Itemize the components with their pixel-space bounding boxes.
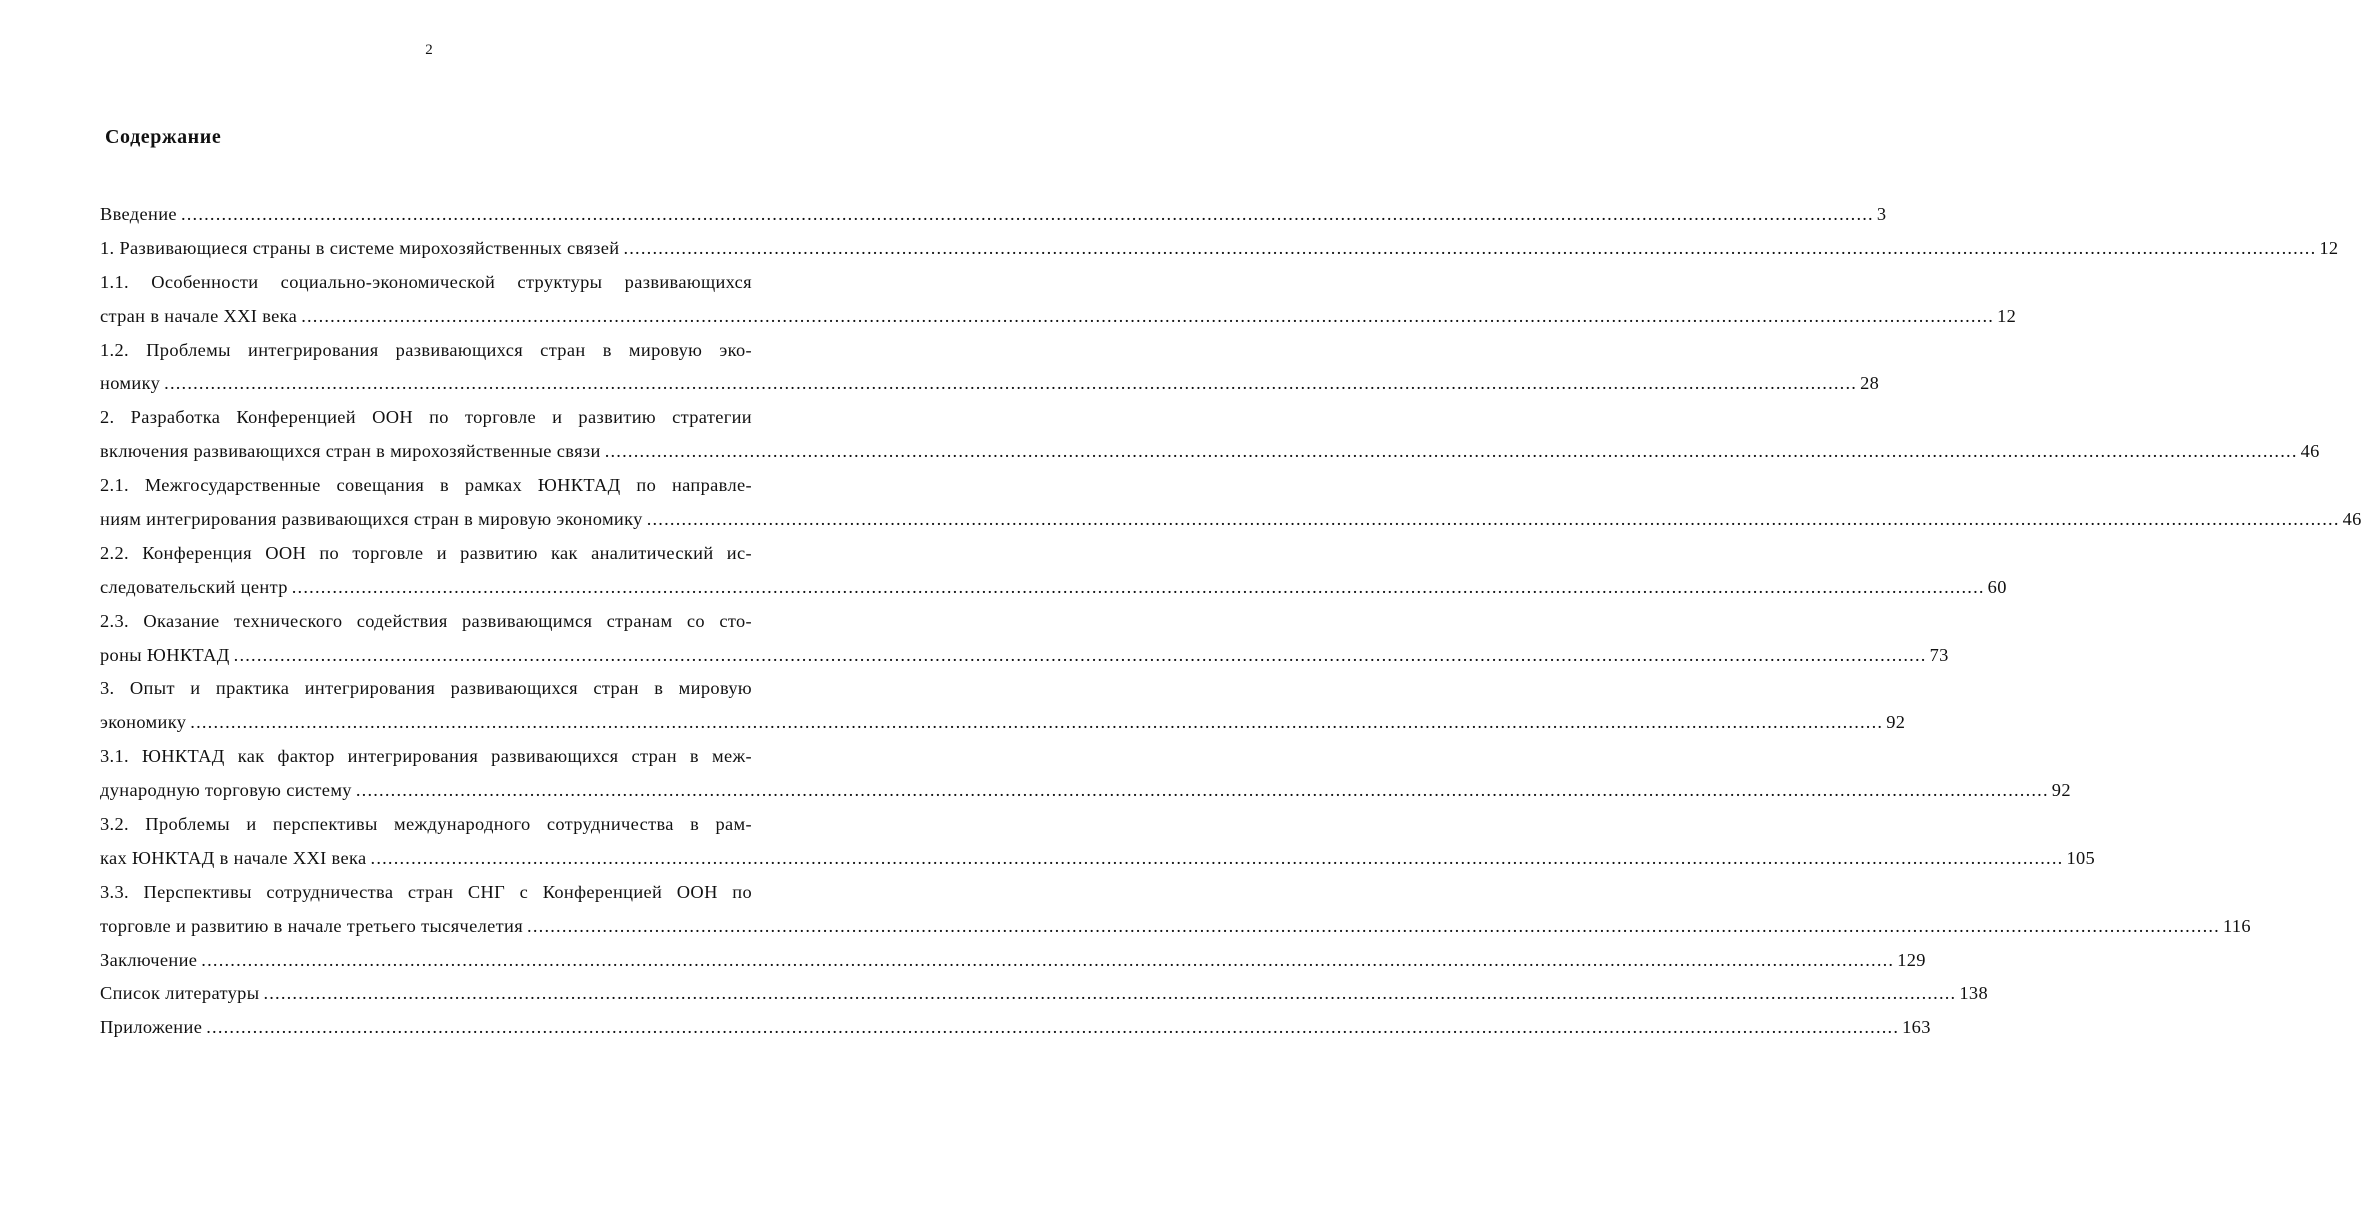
dot-leader: .................................................................................................................................................................................................................................................................................................... [180, 204, 1874, 224]
toc-entry-text: ниям интегрирования развивающихся стран в мировую экономику [100, 509, 643, 530]
toc-entry-appendix[interactable] [100, 1011, 1931, 1045]
toc-entry-introduction[interactable] [100, 198, 1887, 232]
toc-entry-chapter-2-line-1[interactable]: 2. Разработка Конференцией ООН по торговле и развитию стратегии [100, 407, 752, 428]
toc-entry-text: Введение [100, 204, 177, 224]
toc-entry-chapter-2-line-2[interactable] [100, 435, 2320, 469]
toc-entry-text: ках ЮНКТАД в начале XXI века [100, 847, 367, 868]
toc-page-number: 46 [2300, 441, 2320, 462]
toc-entry-2-2-line-2[interactable] [100, 571, 2007, 605]
page-title: Содержание [105, 126, 222, 148]
toc-entry-1-2-line-1[interactable]: 1.2. Проблемы интегрирования развивающихся стран в мировую эко- [100, 339, 752, 360]
dot-leader: .................................................................................................................................................................................................................................................................................................... [527, 915, 2220, 936]
dot-leader: .................................................................................................................................................................................................................................................................................................... [355, 780, 2049, 801]
page-number: 2 [425, 42, 433, 58]
dot-leader: .................................................................................................................................................................................................................................................................................................... [164, 373, 1858, 394]
toc-page-number: 116 [2222, 915, 2251, 936]
toc-page-number: 92 [1886, 712, 1906, 733]
toc-entry-text: дународную торговую систему [100, 780, 352, 801]
toc-page-number: 12 [2319, 237, 2339, 258]
toc-entry-text: включения развивающихся стран в мирохозяйственные связи [100, 441, 601, 462]
toc-entry-2-2-line-1[interactable]: 2.2. Конференция ООН по торговле и развитию как аналитический ис- [100, 542, 752, 563]
toc-page-number: 46 [2342, 509, 2362, 530]
dot-leader: .................................................................................................................................................................................................................................................................................................... [201, 949, 1895, 970]
toc-entry-text: Список литературы [100, 983, 260, 1004]
dot-leader: .................................................................................................................................................................................................................................................................................................... [604, 441, 2298, 462]
toc-entry-3-3-line-1[interactable]: 3.3. Перспективы сотрудничества стран СНГ с Конференцией ООН по [100, 881, 752, 902]
toc-entry-2-3-line-1[interactable]: 2.3. Оказание технического содействия развивающимся странам со сто- [100, 610, 752, 631]
dot-leader: .................................................................................................................................................................................................................................................................................................... [646, 509, 2340, 530]
dot-leader: .................................................................................................................................................................................................................................................................................................... [623, 237, 2317, 258]
toc-entry-text: Заключение [100, 949, 198, 970]
toc-entry-1-1-line-2[interactable] [100, 300, 2017, 334]
toc-entry-3-3-line-2[interactable] [100, 910, 2251, 944]
toc-entry-3-1-line-1[interactable]: 3.1. ЮНКТАД как фактор интегрирования развивающихся стран в меж- [100, 746, 752, 767]
table-of-contents [100, 198, 2362, 1045]
toc-page-number: 163 [1902, 1017, 1931, 1038]
toc-entry-text: Приложение [100, 1017, 203, 1038]
dot-leader: .................................................................................................................................................................................................................................................................................................... [301, 305, 1995, 326]
dot-leader: .................................................................................................................................................................................................................................................................................................... [370, 847, 2064, 868]
toc-entry-2-1-line-1[interactable]: 2.1. Межгосударственные совещания в рамках ЮНКТАД по направле- [100, 475, 752, 496]
toc-page-number: 73 [1929, 644, 1949, 665]
toc-entry-3-2-line-2[interactable] [100, 842, 2096, 876]
toc-entry-2-1-line-2[interactable] [100, 503, 2362, 537]
toc-page-number: 129 [1897, 949, 1926, 970]
toc-entry-1-2-line-2[interactable] [100, 367, 1880, 401]
toc-entry-3-2-line-1[interactable]: 3.2. Проблемы и перспективы международного сотрудничества в рам- [100, 814, 752, 835]
toc-page-number: 92 [2051, 780, 2071, 801]
toc-entry-text: следовательский центр [100, 576, 288, 597]
dot-leader: .................................................................................................................................................................................................................................................................................................... [233, 644, 1927, 665]
toc-page-number: 3 [1876, 204, 1887, 224]
toc-entry-text: экономику [100, 712, 187, 733]
dot-leader: .................................................................................................................................................................................................................................................................................................... [263, 983, 1957, 1004]
toc-entry-chapter-1[interactable] [100, 232, 2339, 266]
toc-entry-3-1-line-2[interactable] [100, 774, 2071, 808]
toc-page-number: 138 [1959, 983, 1988, 1004]
toc-page-number: 60 [1987, 576, 2007, 597]
toc-page-number: 105 [2066, 847, 2096, 868]
toc-entry-chapter-3-line-1[interactable]: 3. Опыт и практика интегрирования развивающихся стран в мировую [100, 678, 752, 699]
toc-entry-chapter-3-line-2[interactable] [100, 706, 1906, 740]
dot-leader: .................................................................................................................................................................................................................................................................................................... [206, 1017, 1900, 1038]
toc-entry-text: 1. Развивающиеся страны в системе мирохозяйственных связей [100, 237, 620, 258]
toc-page-number: 12 [1997, 305, 2017, 326]
toc-entry-conclusion[interactable] [100, 944, 1926, 978]
toc-entry-2-3-line-2[interactable] [100, 639, 1949, 673]
dot-leader: .................................................................................................................................................................................................................................................................................................... [291, 576, 1985, 597]
toc-entry-text: номику [100, 373, 161, 394]
toc-entry-text: торговле и развитию в начале третьего тысячелетия [100, 915, 524, 936]
toc-entry-text: стран в начале XXI века [100, 305, 298, 326]
dot-leader: .................................................................................................................................................................................................................................................................................................... [190, 712, 1884, 733]
toc-entry-bibliography[interactable] [100, 977, 1988, 1011]
toc-page-number: 28 [1860, 373, 1880, 394]
toc-entry-1-1-line-1[interactable]: 1.1. Особенности социально-экономической структуры развивающихся [100, 271, 752, 292]
toc-entry-text: роны ЮНКТАД [100, 644, 230, 665]
